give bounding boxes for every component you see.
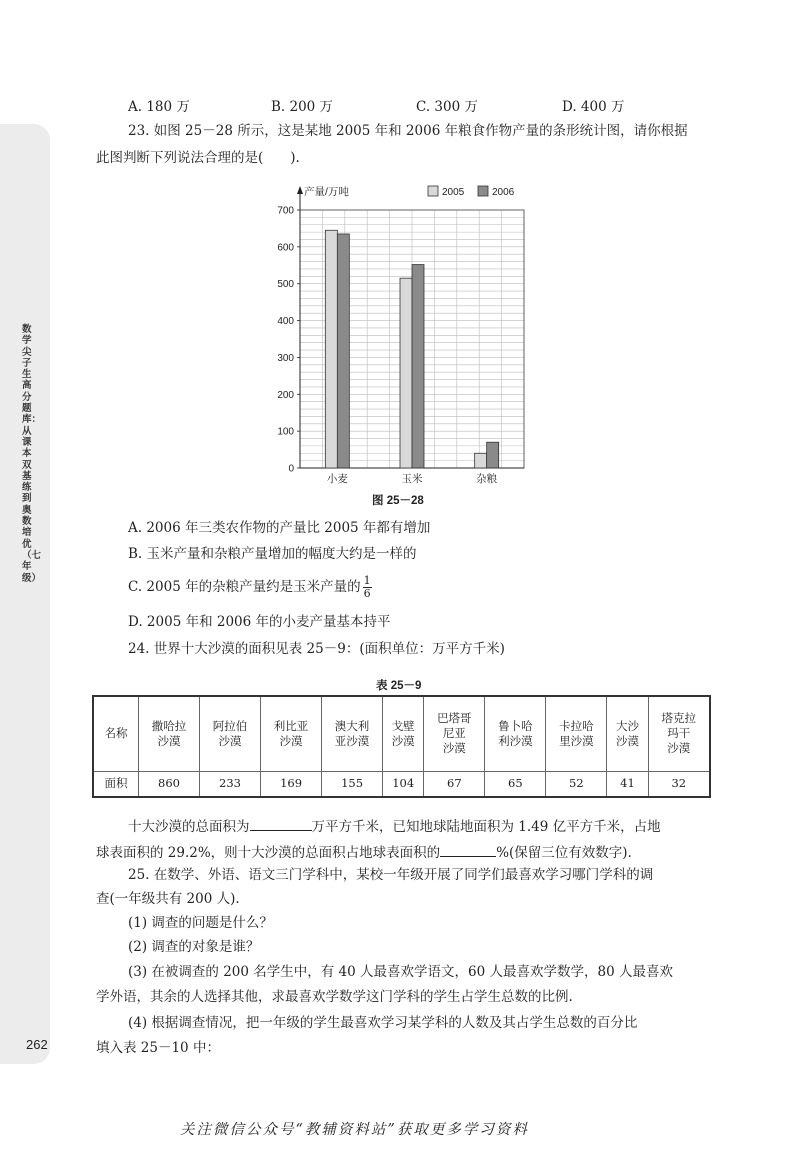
grain-production-chart	[268, 178, 538, 498]
q23-option-a: A. 2006 年三类农作物的产量比 2005 年都有增加	[128, 520, 431, 536]
fraction-numerator: 1	[363, 574, 371, 587]
q25-part2: (2) 调查的对象是谁？	[128, 939, 260, 955]
y-tick-label: 100	[277, 426, 294, 438]
desert-name: 撒哈拉 沙漠	[139, 696, 200, 771]
legend-label: 2006	[492, 187, 515, 198]
y-tick-label: 200	[277, 389, 294, 401]
prev-option-a: A. 180 万	[128, 99, 190, 115]
y-tick-label: 600	[277, 242, 294, 254]
legend-label: 2005	[442, 187, 465, 198]
q25-line1: 25. 在数学、外语、语文三门学科中，某校一年级开展了同学们最喜欢学习哪门学科的调	[128, 867, 654, 883]
desert-area: 41	[607, 771, 648, 797]
table-row-areas	[93, 771, 710, 797]
q25-part3-line1: (3) 在被调查的 200 名学生中，有 40 人最喜欢学语文，60 人最喜欢学数学，80 人最喜欢	[128, 964, 673, 980]
q25-part4-line2: 填入表 25－10 中：	[96, 1040, 220, 1056]
bar-2005	[475, 453, 487, 468]
desert-name: 戈壁 沙漠	[383, 696, 424, 771]
bar-2006	[412, 265, 424, 468]
q24-intro: 24. 世界十大沙漠的面积见表 25－9：(面积单位：万平方千米)	[128, 641, 505, 657]
row-header-name: 名称	[93, 696, 139, 771]
q24-fill2-post: %(保留三位有效数字).	[496, 845, 632, 861]
legend-swatch	[428, 186, 438, 196]
figure-caption: 图 25－28	[372, 495, 424, 507]
y-tick-label: 300	[277, 352, 294, 364]
fraction	[363, 575, 372, 600]
table-row-names	[93, 696, 710, 771]
y-tick-label: 500	[277, 279, 294, 291]
q24-fill1-post: 万平方千米，已知地球陆地面积为 1.49 亿平方千米，占地	[311, 819, 661, 835]
prev-option-d: D. 400 万	[562, 99, 625, 115]
q25-part1: (1) 调查的问题是什么？	[128, 915, 273, 931]
q23-line2: 此图判断下列说法合理的是( ).	[96, 150, 300, 166]
bar-2005	[325, 230, 337, 468]
q23-option-b: B. 玉米产量和杂粮产量增加的幅度大约是一样的	[128, 546, 417, 562]
sidebar-tab	[0, 124, 50, 1064]
footer-watermark: 关注微信公众号“教辅资料站”获取更多学习资料	[180, 1122, 529, 1138]
desert-name: 大沙 沙漠	[607, 696, 648, 771]
sidebar-title: 数学尖子生高分题库：从课本双基练到奥数培优（七年级）	[22, 324, 42, 584]
desert-table	[92, 695, 711, 798]
q24-fill2-pre: 球表面积的 29.2%，则十大沙漠的总面积占地球表面积的	[96, 845, 441, 861]
answer-blank-2	[440, 842, 496, 857]
page-number: 262	[26, 1037, 48, 1052]
desert-name: 澳大利 亚沙漠	[322, 696, 383, 771]
x-tick-label: 玉米	[401, 473, 423, 485]
row-header-area: 面积	[93, 771, 139, 797]
table-caption: 表 25－9	[376, 680, 422, 692]
fraction-denominator: 6	[363, 587, 371, 600]
q23-option-d: D. 2005 年和 2006 年的小麦产量基本持平	[128, 614, 391, 630]
desert-name: 卡拉哈 里沙漠	[546, 696, 607, 771]
q24-fill-line1	[128, 816, 661, 836]
bar-2006	[337, 234, 349, 468]
bar-2006	[487, 442, 499, 468]
x-tick-label: 杂粮	[476, 473, 498, 485]
desert-area: 169	[261, 771, 322, 797]
desert-area: 32	[648, 771, 710, 797]
answer-blank-1	[250, 816, 312, 831]
desert-area: 860	[139, 771, 200, 797]
desert-area: 52	[546, 771, 607, 797]
y-tick-label: 400	[277, 316, 294, 328]
bar-2005	[400, 278, 412, 468]
q23-line1: 23. 如图 25－28 所示，这是某地 2005 年和 2006 年粮食作物产量的条形统计图，请你根据	[128, 123, 688, 139]
y-tick-label: 0	[288, 463, 294, 475]
y-tick-label: 700	[277, 205, 294, 217]
prev-option-c: C. 300 万	[416, 99, 478, 115]
desert-name: 鲁卜哈 利沙漠	[485, 696, 546, 771]
desert-area: 67	[424, 771, 485, 797]
desert-name: 塔克拉 玛干 沙漠	[648, 696, 710, 771]
q24-fill-line2	[96, 842, 632, 862]
desert-name: 巴塔哥 尼亚 沙漠	[424, 696, 485, 771]
prev-options	[128, 98, 648, 116]
q25-part4-line1: (4) 根据调查情况，把一年级的学生最喜欢学习某学科的人数及其占学生总数的百分比	[128, 1015, 638, 1031]
desert-name: 阿拉伯 沙漠	[200, 696, 261, 771]
q23-option-c-text: C. 2005 年的杂粮产量约是玉米产量的	[128, 579, 361, 595]
desert-area: 233	[200, 771, 261, 797]
y-axis-arrow	[297, 186, 303, 194]
desert-area: 155	[322, 771, 383, 797]
x-tick-label: 小麦	[326, 473, 348, 485]
q25-part3-line2: 学外语，其余的人选择其他，求最喜欢学数学这门学科的学生占学生总数的比例.	[96, 989, 573, 1005]
prev-option-b: B. 200 万	[271, 99, 334, 115]
q24-fill1-pre: 十大沙漠的总面积为	[128, 819, 250, 835]
desert-area: 65	[485, 771, 546, 797]
q25-line2: 查(一年级共有 200 人).	[96, 891, 240, 907]
legend-swatch	[478, 186, 488, 196]
desert-area: 104	[383, 771, 424, 797]
y-axis-label: 产量/万吨	[304, 186, 349, 198]
q23-option-c	[128, 575, 372, 600]
desert-name: 利比亚 沙漠	[261, 696, 322, 771]
